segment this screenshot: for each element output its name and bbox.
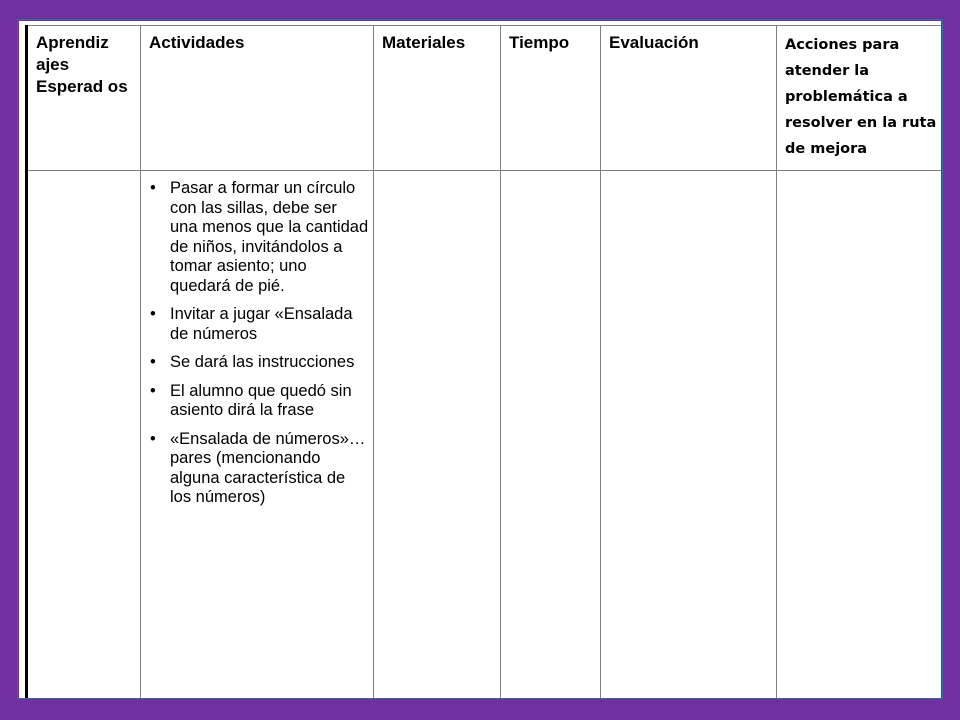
table-row (27, 171, 942, 699)
header-materiales: Materiales (374, 26, 501, 171)
slide-page (19, 21, 941, 698)
activities-list (141, 179, 373, 508)
activity-text: Invitar a jugar «Ensalada de números (170, 305, 353, 343)
header-actividades: Actividades (141, 26, 374, 171)
bullet-icon: • (150, 429, 156, 448)
cell-materiales (374, 171, 501, 699)
header-tiempo: Tiempo (501, 26, 601, 171)
header-aprendizajes: Aprendiz ajes Esperad os (27, 26, 141, 171)
list-item (141, 430, 373, 508)
planning-table (25, 25, 941, 698)
list-item (141, 382, 373, 421)
cell-actividades (141, 171, 374, 699)
bullet-icon: • (150, 353, 156, 371)
cell-acciones (777, 171, 942, 699)
cell-aprendizajes (27, 171, 141, 699)
bullet-icon: • (150, 179, 156, 197)
bullet-icon: • (150, 305, 156, 323)
activity-text: «Ensalada de números»… pares (mencionando alguna característica de los números) (170, 429, 366, 506)
cell-evaluacion (601, 171, 777, 699)
bullet-icon: • (150, 381, 156, 400)
header-evaluacion: Evaluación (601, 26, 777, 171)
header-acciones: Acciones para atender la problemática a resolver en la ruta de mejora (777, 26, 942, 171)
list-item (141, 305, 373, 344)
activity-text: Pasar a formar un círculo con las sillas, debe ser una menos que la cantidad de niños, invitándolos a tomar asiento; uno quedará de pié. (170, 179, 369, 295)
list-item (141, 179, 373, 296)
activity-text: Se dará las instrucciones (170, 353, 355, 371)
activity-text: El alumno que quedó sin asiento dirá la frase (170, 381, 352, 419)
header-row (27, 26, 942, 171)
cell-tiempo (501, 171, 601, 699)
list-item (141, 353, 373, 373)
